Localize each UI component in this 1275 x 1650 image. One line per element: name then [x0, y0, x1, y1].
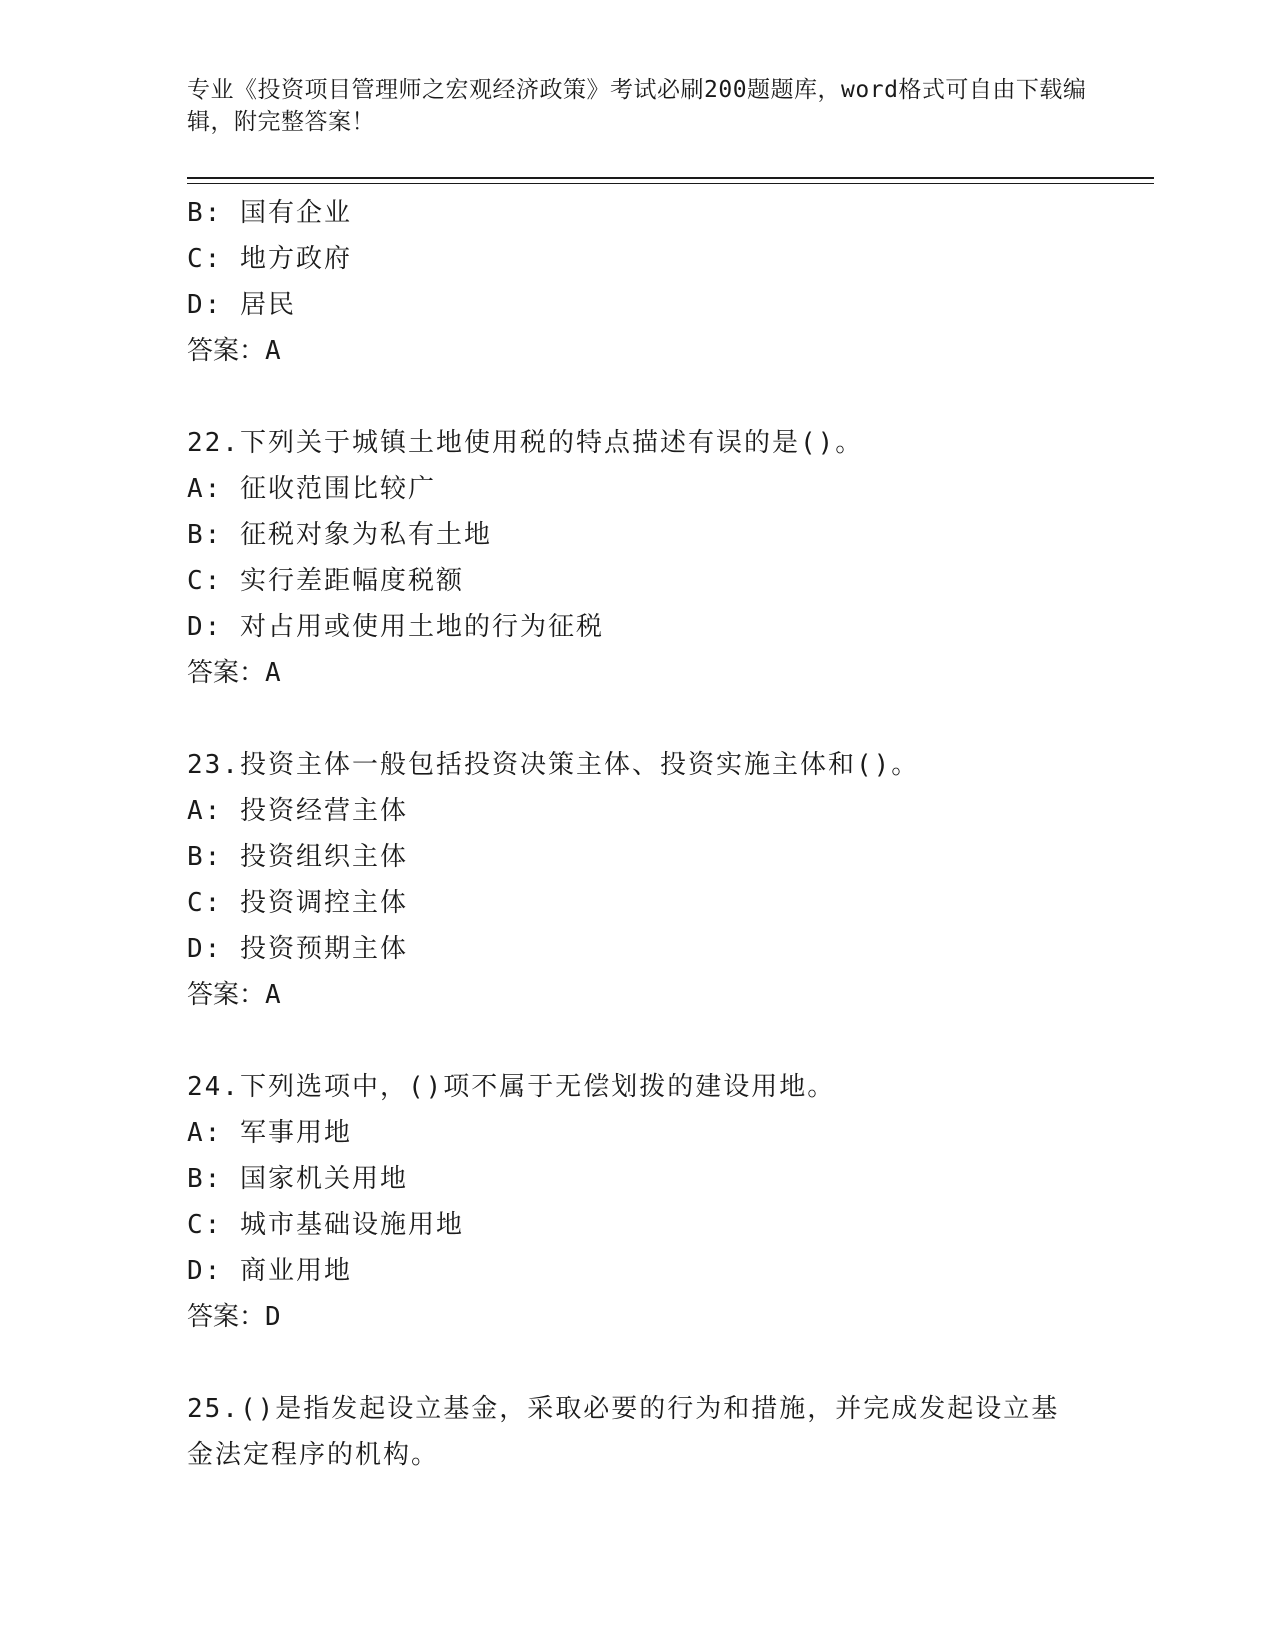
- answer-value: A: [265, 658, 281, 688]
- option-b: B: 投资组织主体: [187, 842, 408, 872]
- answer-line: [187, 972, 1087, 1018]
- document-header: 专业《投资项目管理师之宏观经济政策》考试必刷200题题库，word格式可自由下载编辑，附完整答案！: [187, 77, 1087, 135]
- answer-value: D: [265, 1302, 281, 1332]
- answer-label: 答案：: [187, 658, 266, 688]
- spacer: [187, 696, 1087, 742]
- question-24: [187, 1064, 1087, 1340]
- option-d: D: 商业用地: [187, 1256, 352, 1286]
- question-text: 25.()是指发起设立基金，采取必要的行为和措施，并完成发起设立基金法定程序的机构。: [187, 1394, 1060, 1470]
- header-divider-thin: [187, 183, 1154, 184]
- answer-line: [187, 328, 1087, 374]
- answer-label: 答案：: [187, 336, 266, 366]
- header-divider-thick: [187, 177, 1154, 179]
- answer-value: A: [265, 336, 281, 366]
- option-d: D: 投资预期主体: [187, 934, 408, 964]
- option-c: C: 实行差距幅度税额: [187, 566, 464, 596]
- spacer: [187, 1340, 1087, 1386]
- option-c: C: 城市基础设施用地: [187, 1210, 464, 1240]
- answer-line: [187, 1294, 1087, 1340]
- option-b: B: 国有企业: [187, 198, 352, 228]
- question-22: [187, 420, 1087, 696]
- spacer: [187, 374, 1087, 420]
- option-a: A: 军事用地: [187, 1118, 352, 1148]
- question-text: 23.投资主体一般包括投资决策主体、投资实施主体和()。: [187, 750, 920, 780]
- option-c: C: 投资调控主体: [187, 888, 408, 918]
- answer-line: [187, 650, 1087, 696]
- spacer: [187, 1018, 1087, 1064]
- option-a: A: 投资经营主体: [187, 796, 408, 826]
- option-d: D: 对占用或使用土地的行为征税: [187, 612, 604, 642]
- option-b: B: 国家机关用地: [187, 1164, 408, 1194]
- question-23: [187, 742, 1087, 1018]
- question-text: 22.下列关于城镇土地使用税的特点描述有误的是()。: [187, 428, 864, 458]
- question-25: [187, 1386, 1087, 1478]
- answer-label: 答案：: [187, 1302, 266, 1332]
- option-a: A: 征收范围比较广: [187, 474, 436, 504]
- answer-value: A: [265, 980, 281, 1010]
- question-21: [187, 190, 1087, 374]
- question-list: [187, 190, 1087, 1478]
- option-d: D: 居民: [187, 290, 296, 320]
- option-b: B: 征税对象为私有土地: [187, 520, 492, 550]
- question-text: 24.下列选项中，()项不属于无偿划拨的建设用地。: [187, 1072, 836, 1102]
- answer-label: 答案：: [187, 980, 266, 1010]
- option-c: C: 地方政府: [187, 244, 352, 274]
